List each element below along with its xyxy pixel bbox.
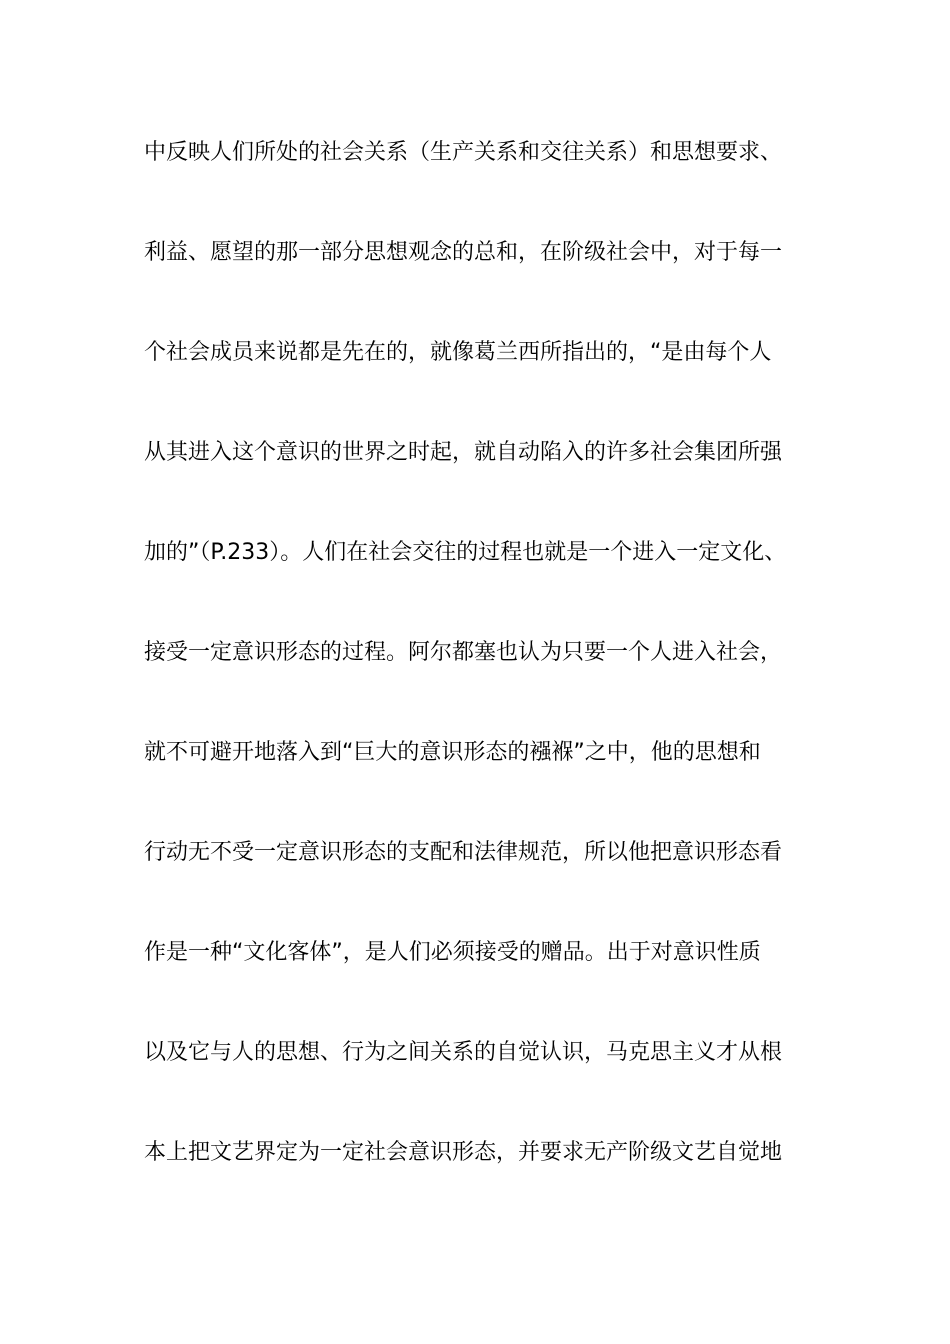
text-line: 就不可避开地落入到“巨大的意识形态的襁褓”之中，他的思想和 [144,740,761,765]
text-line: 个社会成员来说都是先在的，就像葛兰西所指出的，“是由每个人 [144,340,772,365]
text-line: 本上把文艺界定为一定社会意识形态，并要求无产阶级文艺自觉地 [144,1140,783,1165]
text-line: 作是一种“文化客体”，是人们必须接受的赠品。出于对意识性质 [144,940,761,965]
text-line: 利益、愿望的那一部分思想观念的总和，在阶级社会中，对于每一 [144,240,783,265]
text-line: 以及它与人的思想、行为之间关系的自觉认识，马克思主义才从根 [144,1040,783,1065]
text-line: 加的”（P.233）。人们在社会交往的过程也就是一个进入一定文化、 [144,540,787,565]
body-text [144,128,824,1228]
text-line: 行动无不受一定意识形态的支配和法律规范，所以他把意识形态看 [144,840,783,865]
text-line: 接受一定意识形态的过程。阿尔都塞也认为只要一个人进入社会， [144,640,783,665]
text-line: 从其进入这个意识的世界之时起，就自动陷入的许多社会集团所强 [144,440,783,465]
text-line: 中反映人们所处的社会关系（生产关系和交往关系）和思想要求、 [144,140,783,165]
